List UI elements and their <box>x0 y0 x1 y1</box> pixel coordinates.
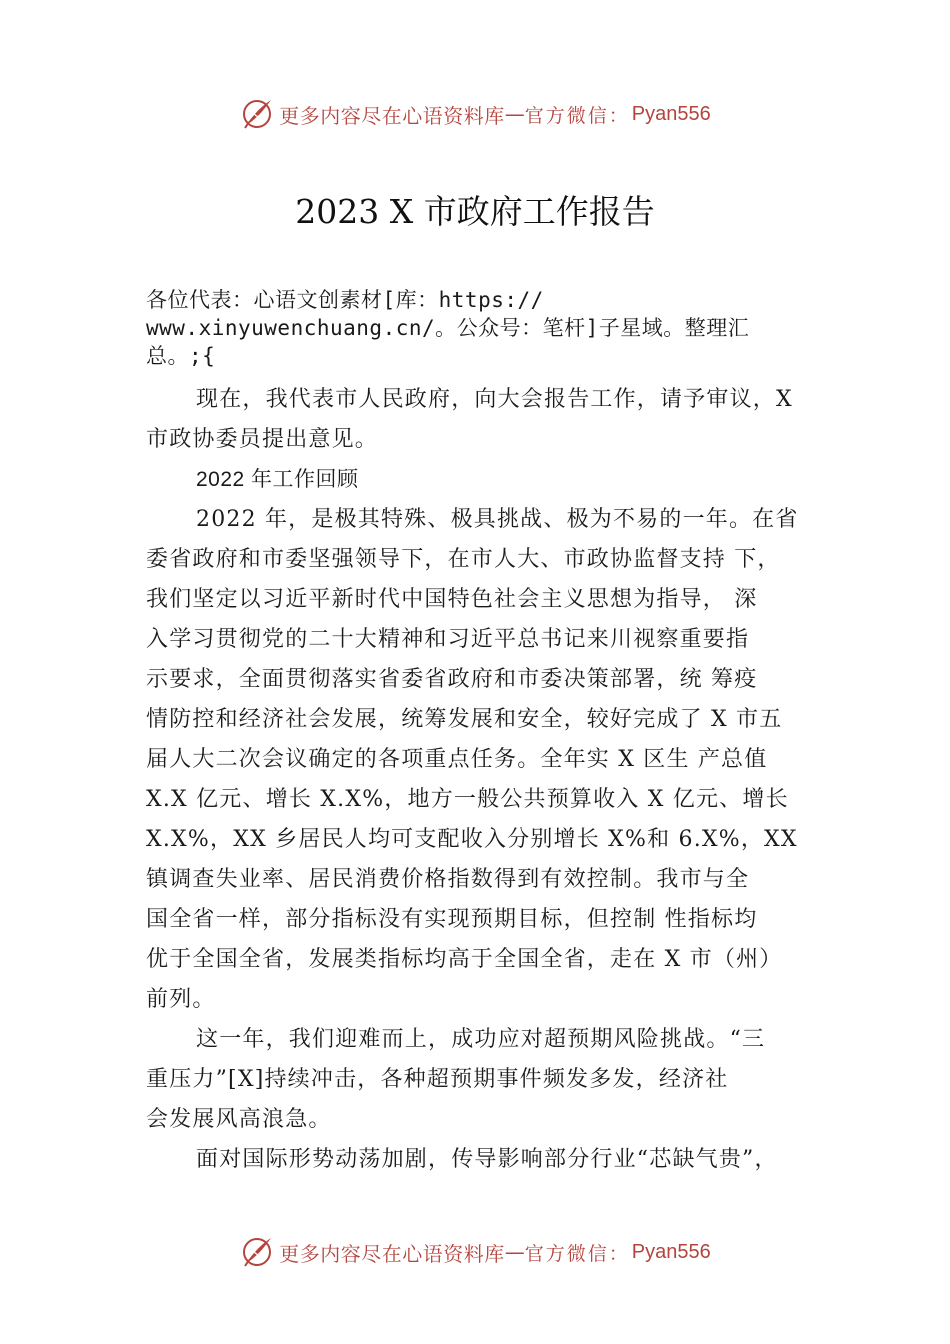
intro-line: www.xinyuwenchuang.cn/。公众号：笔杆]子星域。整理汇 <box>146 316 750 340</box>
paragraph-line: 市政协委员提出意见。 <box>146 427 379 452</box>
quill-pen-logo-icon <box>239 1234 275 1270</box>
banner-text: 更多内容尽在心语资料库 <box>279 1241 505 1266</box>
section-heading: 2022 年工作回顾 <box>196 468 359 491</box>
paragraph-line: 国全省一样，部分指标没有实现预期目标，但控制 性指标均 <box>146 907 758 932</box>
banner-wechat-id: Pyan556 <box>631 1240 711 1263</box>
paragraph-line: 入学习贯彻党的二十大精神和习近平总书记来川视察重要指 <box>146 627 750 652</box>
paragraph-line: 会发展风高浪急。 <box>146 1107 332 1132</box>
paragraph-line: 我们坚定以习近平新时代中国特色社会主义思想为指导， 深 <box>146 587 758 612</box>
paragraph-line: 委省政府和市委坚强领导下，在市人大、市政协监督支持 下， <box>146 547 781 572</box>
banner-separator: — <box>504 1240 525 1264</box>
intro-line: 各位代表：心语文创素材[库：https:// <box>146 288 544 312</box>
banner-wechat-label: 官方微信： <box>524 104 630 127</box>
banner-separator: — <box>504 102 525 126</box>
banner-wechat-id: Pyan556 <box>631 102 711 125</box>
intro-block <box>146 286 826 370</box>
paragraph-line: 2022 年，是极其特殊、极具挑战、极为不易的一年。在省 <box>196 507 799 532</box>
document-title: 2023 X 市政府工作报告 <box>295 192 655 231</box>
header-banner <box>0 94 950 134</box>
paragraph-line: 优于全国全省，发展类指标均高于全国全省，走在 X 市（州） <box>146 947 783 972</box>
quill-pen-logo-icon <box>239 96 275 132</box>
banner-text: 更多内容尽在心语资料库 <box>279 103 505 128</box>
intro-line: 总。;{ <box>146 344 216 368</box>
paragraph-line: 镇调查失业率、居民消费价格指数得到有效控制。我市与全 <box>146 867 750 892</box>
banner-wechat-label: 官方微信： <box>524 1242 630 1265</box>
paragraph-line: 这一年，我们迎难而上，成功应对超预期风险挑战。“三 <box>196 1027 766 1052</box>
paragraph-line: 情防控和经济社会发展，统筹发展和安全，较好完成了 X 市五 <box>146 707 783 732</box>
footer-banner <box>0 1232 950 1272</box>
paragraph-line: 届人大二次会议确定的各项重点任务。全年实 X 区生 产总值 <box>146 747 768 772</box>
paragraph-line: X.X 亿元、增长 X.X%，地方一般公共预算收入 X 亿元、增长 <box>146 787 789 812</box>
paragraph-line: 示要求，全面贯彻落实省委省政府和市委决策部署，统 筹疫 <box>146 667 758 692</box>
paragraph-line: 前列。 <box>146 987 216 1012</box>
paragraph-line: 重压力”[X]持续冲击，各种超预期事件频发多发，经济社 <box>146 1067 729 1092</box>
paragraph-line: 面对国际形势动荡加剧，传导影响部分行业“芯缺气贵”， <box>196 1147 778 1172</box>
paragraph-line: 现在，我代表市人民政府，向大会报告工作，请予审议，X <box>196 387 793 412</box>
paragraph-line: X.X%，XX 乡居民人均可支配收入分别增长 X%和 6.X%，XX <box>146 827 798 852</box>
document-body <box>146 380 830 1180</box>
